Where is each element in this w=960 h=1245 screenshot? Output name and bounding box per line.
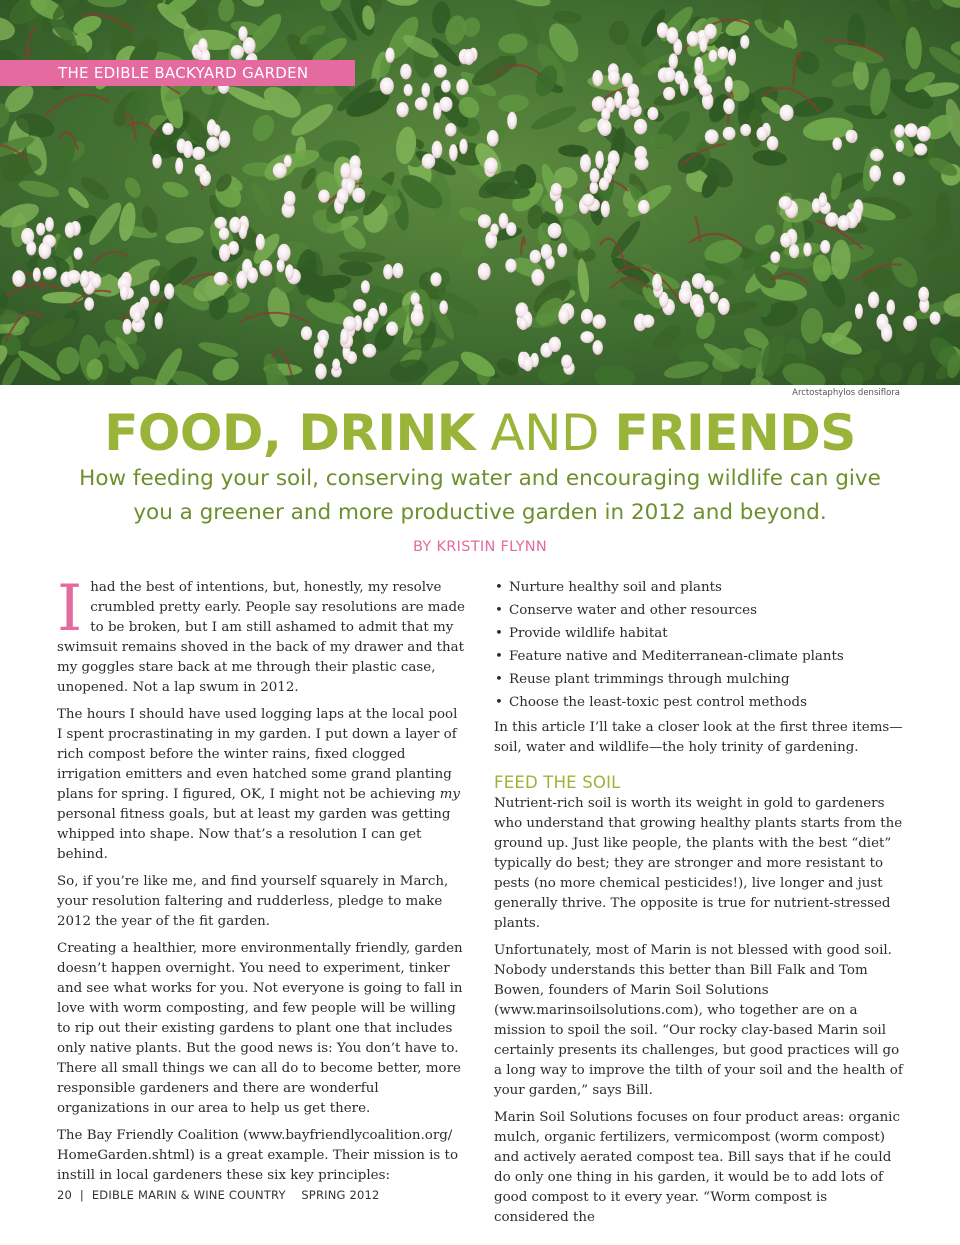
flower bbox=[164, 283, 174, 299]
flower bbox=[635, 157, 649, 171]
flower bbox=[869, 165, 881, 182]
flower bbox=[918, 287, 929, 302]
flower bbox=[123, 319, 132, 335]
flower bbox=[590, 168, 600, 183]
flower bbox=[669, 53, 678, 69]
principle-item: • Feature native and Mediterranean-climate plants bbox=[494, 647, 906, 670]
flower bbox=[718, 47, 729, 60]
flower bbox=[699, 83, 712, 96]
flower bbox=[434, 64, 447, 78]
flower bbox=[404, 84, 413, 96]
flower bbox=[284, 155, 292, 167]
headline-part-3: FRIENDS bbox=[614, 404, 856, 462]
flower bbox=[236, 271, 247, 289]
flower bbox=[767, 136, 779, 150]
flower bbox=[183, 141, 193, 159]
flower bbox=[219, 228, 229, 240]
flower bbox=[881, 325, 892, 342]
flower bbox=[400, 64, 411, 80]
flower bbox=[315, 364, 326, 380]
photo-caption: Arctostaphylos densiflora bbox=[792, 388, 900, 398]
flower bbox=[917, 126, 931, 142]
flower bbox=[340, 163, 351, 180]
flower bbox=[846, 130, 855, 142]
flower bbox=[608, 69, 620, 84]
soil-paragraph-2: Unfortunately, most of Marin is not blessed with good soil. Nobody understands this better than Bill Falk and Tom Bowen, founders of Marin Soil Solutions (www.marinsoilsolutions.com), who together are on a mission to spoil the soil. “Our rocky clay-based Marin soil certainly presents its challenges, but good practices will go a long way to improve the tilth of your soil and the health of your garden,” says Bill. bbox=[494, 943, 903, 1098]
flower bbox=[318, 190, 329, 203]
paragraph-3: So, if you’re like me, and find yourself squarely in March, your resolution faltering and rudderless, pledge to make 2012 the year of the fit garden. bbox=[57, 874, 449, 929]
flower bbox=[277, 259, 285, 272]
flower bbox=[581, 309, 593, 324]
flower bbox=[704, 24, 717, 39]
flower bbox=[590, 182, 599, 194]
flower bbox=[599, 177, 609, 190]
flower bbox=[430, 272, 441, 286]
flower bbox=[832, 137, 842, 150]
flower bbox=[601, 201, 610, 218]
flower bbox=[350, 166, 362, 180]
flower bbox=[65, 222, 75, 238]
flower bbox=[634, 119, 647, 135]
flower bbox=[740, 35, 749, 49]
leaf bbox=[42, 292, 83, 304]
flower bbox=[820, 240, 830, 254]
flower bbox=[531, 269, 544, 286]
flower bbox=[757, 127, 768, 141]
flower bbox=[905, 123, 918, 137]
flower bbox=[152, 154, 161, 169]
flower bbox=[837, 215, 850, 231]
flower bbox=[780, 233, 791, 248]
flower bbox=[652, 274, 662, 292]
flower bbox=[67, 270, 81, 284]
flower bbox=[238, 26, 247, 41]
flower bbox=[84, 297, 94, 311]
flower bbox=[710, 292, 719, 304]
flower bbox=[175, 158, 183, 175]
flower bbox=[740, 124, 751, 136]
flower bbox=[507, 112, 517, 130]
flower bbox=[593, 314, 606, 328]
flower bbox=[549, 337, 561, 352]
flower bbox=[380, 77, 394, 94]
flower bbox=[74, 247, 83, 260]
issue-date: SPRING 2012 bbox=[301, 1188, 380, 1202]
flower bbox=[120, 284, 129, 301]
headline-part-1: FOOD, DRINK bbox=[104, 404, 476, 462]
flower bbox=[699, 36, 707, 53]
flower bbox=[26, 241, 36, 255]
flower bbox=[687, 31, 699, 46]
flower bbox=[259, 260, 272, 276]
principles-list bbox=[494, 578, 906, 716]
flower bbox=[340, 328, 348, 344]
flower bbox=[914, 143, 927, 155]
flower bbox=[346, 351, 357, 364]
drop-cap: I bbox=[57, 572, 83, 646]
flower bbox=[896, 140, 904, 152]
flower bbox=[819, 195, 827, 207]
flower bbox=[580, 331, 594, 343]
flower bbox=[484, 158, 498, 174]
principle-item: • Provide wildlife habitat bbox=[494, 624, 906, 647]
flower bbox=[663, 87, 675, 100]
flower bbox=[393, 263, 404, 278]
flower bbox=[825, 212, 838, 226]
flower bbox=[379, 302, 388, 316]
flower bbox=[627, 97, 640, 109]
flower bbox=[725, 76, 733, 92]
flower bbox=[206, 137, 219, 152]
flower bbox=[36, 223, 45, 236]
paragraph-4: Creating a healthier, more environmentally friendly, garden doesn’t happen overnight. You need to experiment, tinker and see what works for you. Not everyone is going to fall in love with worm composting, and few people will be willing to rip out their existing gardens to plant one that includes only native plants. But the good news is: You don’t have to. There all small things we can all do to become better, more responsible gardeners and there are wonderful organizations in our area to help us get there. bbox=[57, 941, 463, 1116]
flower bbox=[415, 97, 428, 110]
flower bbox=[91, 274, 101, 289]
flower bbox=[439, 300, 448, 314]
flower bbox=[39, 242, 52, 259]
flower bbox=[505, 259, 516, 273]
flower bbox=[445, 123, 456, 136]
flower bbox=[319, 331, 329, 348]
flower bbox=[598, 120, 611, 136]
footer-separator: | bbox=[79, 1188, 84, 1202]
flower bbox=[718, 298, 730, 315]
emphasis-my: my bbox=[439, 787, 460, 802]
principle-item: • Conserve water and other resources bbox=[494, 601, 906, 624]
paragraph-2-end: personal fitness goals, but at least my garden was getting whipped into shape. Now that’s a resolution I can get behind. bbox=[57, 807, 451, 862]
flower bbox=[229, 217, 241, 233]
flower bbox=[723, 99, 735, 115]
flower bbox=[200, 170, 211, 186]
flower bbox=[411, 309, 424, 326]
flower bbox=[779, 196, 792, 210]
flower bbox=[548, 223, 562, 239]
flower bbox=[337, 188, 349, 204]
flower bbox=[930, 312, 941, 325]
flower bbox=[903, 316, 917, 331]
publication-name: EDIBLE MARIN & WINE COUNTRY bbox=[91, 1188, 286, 1202]
principle-item: • Nurture healthy soil and plants bbox=[494, 578, 906, 601]
hero-photo bbox=[0, 0, 960, 385]
flower bbox=[432, 141, 443, 159]
headline-part-2: AND bbox=[475, 404, 615, 462]
flower bbox=[641, 315, 654, 328]
flower bbox=[561, 355, 572, 369]
flower bbox=[870, 149, 884, 162]
flower bbox=[150, 280, 160, 296]
flower bbox=[770, 251, 780, 263]
flower bbox=[666, 27, 678, 44]
flower bbox=[213, 124, 221, 136]
flower bbox=[487, 130, 499, 147]
flower bbox=[705, 129, 719, 144]
flower bbox=[780, 105, 794, 121]
flower bbox=[459, 139, 467, 155]
flower bbox=[595, 151, 604, 169]
flower bbox=[353, 299, 366, 312]
flower bbox=[361, 280, 370, 293]
flower bbox=[33, 268, 41, 282]
flower bbox=[463, 49, 475, 65]
flower bbox=[519, 318, 527, 331]
flower bbox=[663, 67, 675, 82]
flower bbox=[385, 48, 394, 63]
flower bbox=[638, 200, 650, 214]
flower bbox=[551, 183, 562, 196]
flower bbox=[728, 49, 736, 66]
flower bbox=[441, 80, 451, 93]
flower bbox=[693, 301, 704, 317]
flower bbox=[386, 322, 398, 336]
soil-paragraph-3: Marin Soil Solutions focuses on four product areas: organic mulch, organic fertilizers, vermicompost (worm compost) and actively aerated compost tea. Bill says that if he could do only one thing in his garden, it would be to add lots of good compost to it every year. “Worm compost is considered the bbox=[494, 1110, 900, 1225]
flower bbox=[601, 108, 610, 121]
flower bbox=[352, 188, 365, 203]
flower bbox=[894, 124, 904, 137]
flower bbox=[557, 243, 567, 257]
flower bbox=[694, 57, 703, 74]
flower bbox=[133, 309, 141, 324]
flower bbox=[723, 127, 736, 141]
flower bbox=[301, 326, 312, 340]
flower bbox=[887, 300, 896, 315]
flower bbox=[456, 79, 468, 95]
soil-paragraph-1: Nutrient-rich soil is worth its weight in gold to gardeners who understand that growing healthy plants starts from the ground up. Just like people, the plants with the best “diet” typically do best; they are stronger and more resistant to pests (no more chemical pesticides!), live longer and just generally thrive. The opposite is true for nutrient-stressed plants. bbox=[494, 796, 903, 931]
flower bbox=[709, 50, 718, 62]
flower bbox=[506, 222, 516, 236]
flower bbox=[214, 272, 228, 286]
flower bbox=[256, 234, 265, 250]
flower bbox=[214, 217, 226, 229]
flower bbox=[803, 243, 811, 257]
flower bbox=[558, 307, 569, 324]
paragraph-5: The Bay Friendly Coalition (www.bayfriendlycoalition.org/ HomeGarden.shtml) is a great example. Their mission is to instill in local gardeners these six key principles: bbox=[57, 1128, 458, 1183]
flower bbox=[219, 244, 230, 262]
flower bbox=[893, 172, 905, 186]
subtitle: How feeding your soil, conserving water and encouraging wildlife can give you a greener and more productive garden in 2012 and beyond. bbox=[79, 466, 881, 525]
flower bbox=[530, 250, 541, 263]
paragraph-2-start: The hours I should have used logging laps at the local pool I spent procrastinating in my garden. I put down a layer of rich compost before the winter rains, fixed clogged irrigation emitters and even hatched some grand planting plans for spring. I figured, OK, I might not be achieving bbox=[57, 707, 458, 802]
principle-item: • Reuse plant trimmings through mulching bbox=[494, 670, 906, 693]
flower bbox=[219, 131, 230, 148]
flower bbox=[580, 154, 591, 172]
flower bbox=[192, 147, 205, 160]
flower bbox=[592, 70, 603, 86]
page-footer bbox=[57, 1188, 384, 1202]
flower bbox=[449, 144, 458, 161]
flower bbox=[43, 267, 57, 280]
flower bbox=[45, 217, 54, 232]
flower bbox=[593, 340, 603, 355]
flower bbox=[12, 270, 25, 287]
flower bbox=[383, 264, 393, 279]
flower bbox=[478, 214, 491, 228]
article-intro: In this article I’ll take a closer look at the first three items— soil, water and wildlife—the holy trinity of gardening. bbox=[494, 720, 903, 755]
principle-item: • Choose the least-toxic pest control methods bbox=[494, 693, 906, 716]
flower bbox=[647, 107, 658, 120]
flower bbox=[363, 318, 373, 333]
intro-paragraph bbox=[57, 572, 465, 698]
flower bbox=[680, 78, 689, 96]
flower bbox=[439, 97, 452, 112]
flower bbox=[285, 264, 294, 280]
page-number: 20 bbox=[57, 1188, 73, 1202]
flower bbox=[490, 224, 499, 237]
flower bbox=[478, 263, 491, 280]
flower bbox=[703, 280, 714, 293]
flower bbox=[231, 45, 244, 59]
subhead-feed-the-soil: FEED THE SOIL bbox=[494, 773, 621, 792]
flower bbox=[284, 191, 296, 207]
flower bbox=[679, 287, 692, 304]
flower bbox=[247, 267, 258, 283]
flower bbox=[855, 304, 863, 320]
flower bbox=[397, 102, 409, 117]
flower bbox=[155, 312, 163, 329]
flower bbox=[277, 244, 290, 262]
byline: BY KRISTIN FLYNN bbox=[412, 539, 548, 555]
paragraph-2 bbox=[57, 705, 465, 865]
flower bbox=[80, 270, 90, 288]
left-column bbox=[57, 572, 465, 1193]
flower bbox=[789, 244, 799, 258]
flower bbox=[614, 91, 622, 108]
intro-text: had the best of intentions, but, honestly, my resolve crumbled pretty early. People say resolutions are made to be broken, but I am still ashamed to admit that my swimsuit remains shoved in the back of my drawer and that my goggles stare back at me through their plastic case, unopened. Not a lap swum in 2012. bbox=[57, 580, 465, 695]
manzanita-flowers-illustration bbox=[0, 0, 960, 385]
flower bbox=[607, 161, 616, 176]
flower bbox=[523, 356, 533, 371]
headline bbox=[0, 398, 960, 468]
flower bbox=[868, 292, 879, 309]
flower bbox=[422, 83, 431, 98]
flower bbox=[541, 244, 552, 260]
section-tag: THE EDIBLE BACKYARD GARDEN bbox=[0, 60, 355, 86]
right-column bbox=[494, 578, 906, 1235]
flower bbox=[332, 359, 340, 371]
flower bbox=[363, 344, 377, 358]
flower bbox=[582, 194, 595, 207]
flower bbox=[162, 123, 173, 135]
